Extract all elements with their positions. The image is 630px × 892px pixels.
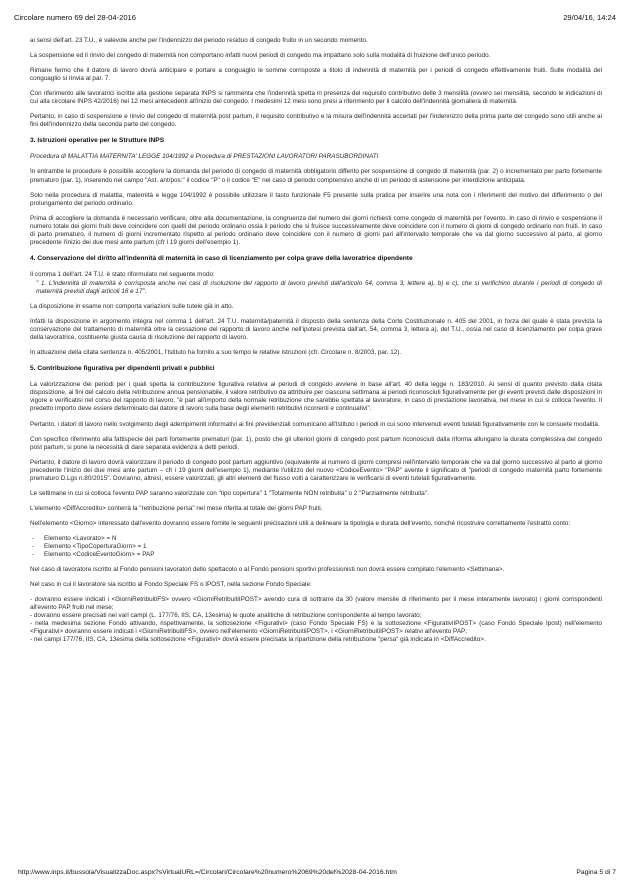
paragraph: La valorizzazione dei periodi per i quali spetta la contribuzione figurativa relativa ai periodi di congedo avviene in base all'art. 40 della legge n. 183/2010. Ai sensi di quanto previsto dalla citata disposizione, ai fini del calcolo della retribuzione annua pensionabile, il valore retributivo da attribuire per ciascuna settimana ai periodi riconosciuti figurativamente per gli eventi previsti dalle disposizioni in vigore e verificatisi nel corso del rapporto di lavoro, "è pari all'importo della normale retribuzione che sarebbe spettata al lavoratore, in caso di prestazione lavorativa, nel mese in cui si colloca l'evento. Il predetto importo deve essere determinato dal datore di lavoro sulla base degli elementi retributivi ricorrenti e continuativi". — [30, 381, 602, 413]
page-number: Pagina 5 di 7 — [576, 869, 616, 876]
paragraph: Nel caso in cui il lavoratore sia iscritto al Fondo Speciale FS o IPOST, nella sezione Fondo Speciale: — [30, 581, 312, 589]
paragraph: Pertanto, in caso di sospensione e rinvio del congedo di maternità post partum, il requisito contributivo e la misura dell'indennità accertati per l'indennizzo della prima parte del congedo sono utili anche ai fini dell'indennizzo della seconda parte del congedo. — [30, 113, 602, 129]
paragraph: Il comma 1 dell'art. 24 T.U. è stato riformulato nel seguente modo: — [30, 270, 215, 278]
section-heading-5: 5. Contribuzione figurativa per dipendenti privati e pubblici — [30, 365, 215, 373]
list-item: - dovranno essere precisati nei vari campi (L. 177/76, IIS, CA, 13esima) le quote analitiche di retribuzione corrispondente al tempo lavorato; — [30, 612, 422, 620]
paragraph: Le settimane in cui si colloca l'evento PAP saranno valorizzate con "tipo copertura" 1 "Totalmente NON retribuita" o 2 "Parzialmente retribuita". — [30, 489, 429, 497]
fondo-speciale-list — [30, 596, 602, 644]
print-header — [14, 13, 616, 22]
element-list — [30, 535, 602, 559]
document-body — [30, 37, 602, 651]
section-heading-3: 3. Istruzioni operative per le Strutture INPS — [30, 137, 165, 145]
paragraph: Prima di accogliere la domanda è necessario verificare, oltre alla documentazione, la congruenza del numero dei giorni richiesti come congedo di maternità per l'evento. In caso di rinvio e sospensione il numero totale dei giorni fruiti deve coincidere con quelli del periodo ordinario ossia il periodo che si fruisce successivamente deve coincidere con il numero di giorni di congedo ordinario non fruiti. In caso di parto prematuro, il numero di giorni incrementato rispetto al periodo ordinario deve coincidere con il numero di giorni pari all'intervallo temporale che va dal giorno successivo al parto, al giorno precedente l'inizio dei due mesi ante partum (cfr l 19 giorni dell'esempio 1). — [30, 214, 602, 246]
list-item: - nei campi 177/76, IIS, CA, 13esima della sottosezione <Figurativi> dovrà essere precisata la ripartizione della retribuzione "persa" già indicata in <DiffAccredito>. — [30, 636, 486, 644]
paragraph: Con specifico riferimento alla fattispecie dei parti fortemente prematuri (par. 1), posto che gli ulteriori giorni di congedo post partum riconosciuti dalla riforma allungano la durata complessiva del congedo post partum, si pone la necessità di dare separata evidenza a detti periodi. — [30, 435, 602, 451]
paragraph: Rimane fermo che il datore di lavoro dovrà anticipare e portare a conguaglio le somme corrisposte a titolo di indennità di maternità per i periodi di congedo effettivamente fruiti. Sulle modalità del conguaglio si rinvia al par. 7. — [30, 67, 602, 83]
paragraph: In entrambe le procedure è possibile accogliere la domanda del periodo di congedo di maternità obbligatorio differito per sospensione di congedo di maternità (par. 2) o incrementato per parto fortemente prematuro (par. 1), inserendo nel campo "Ast. ant/pos:" il codice "P" o il codice "E" nel caso di periodo comprensivo anche di un periodo di astensione per interdizione anticipata. — [30, 168, 602, 184]
paragraph: ai sensi dell'art. 23 T.U., è valevole anche per l'indennizzo del periodo residuo di congedo fruito in un secondo momento. — [30, 37, 368, 44]
paragraph: Con riferimento alle lavoratrici iscritte alla gestione separata INPS si rammenta che l'indennità spetta in presenza del requisito contributivo delle 3 mensilità (ovvero sei mensilità, secondo le indicazioni di cui alla circolare INPS 42/2016) nei 12 mesi antecedenti all'inizio del congedo. I medesimi 12 mesi sono presi a riferimento per il calcolo dell'indennità giornaliera di maternità. — [30, 90, 602, 106]
section-heading-4: 4. Conservazione del diritto all'indennità di maternità in caso di licenziamento per colpa grave della lavoratrice dipendente — [30, 254, 413, 262]
list-item: - dovranno essere indicati i <GiorniRetribuitiFS> ovvero <GiorniRetribuitiIPOST> avendo cura di sottrarre da 30 (valore mensile di riferimento per il mese interamente lavorato) i giorni corrispondenti all'evento PAP fruiti nel mese; — [30, 596, 602, 612]
paragraph: La sospensione ed il rinvio del congedo di maternità non comportano infatti nuovi periodi di congedo ma impattano solo sulla modalità di fruizione dell'unico periodo. — [30, 52, 491, 60]
quote-paragraph: " 1. L'indennità di maternità è corrisposta anche nei casi di risoluzione del rapporto di lavoro previsti dall'articolo 54, comma 3, lettere a), b) e c), che si verifichino durante i periodi di congedo di maternità previsti dagli articoli 16 e 17". — [36, 279, 602, 295]
paragraph: In attuazione della citata sentenza n. 405/2001, l'Istituto ha fornito a suo tempo le relative istruzioni (cfr. Circolare n. 8/2003, par. 12). — [30, 349, 402, 357]
page-url: http://www.inps.it/bussola/VisualizzaDoc.aspx?sVirtualURL=/Circolari/Circolare%20numero%2069%20del%2028-04-2016.htm — [18, 869, 397, 876]
paragraph: Nel caso di lavoratore iscritto al Fondo pensioni lavoratori dello spettacolo o al Fondo pensioni sportivi professionisti non dovrà essere compilato l'elemento <Settimana>. — [30, 566, 505, 574]
paragraph: L'elemento <DiffAccredito> conterrà la "retribuzione persa" nel mese riferita al totale dei giorni PAP fruiti. — [30, 504, 323, 512]
paragraph: La disposizione in esame non comporta variazioni sulle tutele già in atto. — [30, 303, 234, 311]
paragraph: Pertanto, i datori di lavoro nello svolgimento degli adempimenti informativi ai fini previdenziali comunicano all'Istituto i periodi in cui sono intervenuti eventi tutelati figurativamente con le consuete modalità. — [30, 420, 600, 428]
paragraph: Infatti la disposizione in argomento integra nel comma 1 dell'art. 24 T.U. maternità/paternità il disposto della sentenza della Corte Costituzionale n. 405 del 2001, in forza del quale è stata prevista la conservazione del trattamento di maternità oltre la cessazione del rapporto di lavoro anche nell'ipotesi prevista dall'art. 54, comma 3, lettera a), del T.U., ossia nel caso di licenziamento per colpa grave della lavoratrice, costituente giusta causa di risoluzione del rapporto di lavoro. — [30, 318, 602, 342]
list-item: - nella medesima sezione Fondo attivando, rispettivamente, la sottosezione <Figurativi> (caso Fondo Speciale FS) e la sottosezione <FigurativiIPOST> (caso Fondo Speciale Ipost) nell'elemento <Figurativi> dovranno essere indicati i <GiorniRetribuitiFS>, ovvero nell'elemento <GiorniRetribuitiIPOST>, i <GiorniRetribuitiIPOST> relativi all'evento PAP; — [30, 620, 602, 636]
list-item: - Elemento <CodiceEventoGiorn> = PAP — [30, 551, 602, 559]
paragraph: Nell'elemento <Giorno> interessato dall'evento dovranno essere fornite le seguenti precisazioni utili a delineare la tipologia e durata dell'evento, nonché ricostruire correttamente l'estratto conto: — [30, 519, 571, 527]
paragraph: Pertanto, il datore di lavoro dovrà valorizzare il periodo di congedo post partum aggiuntivo (equivalente al numero di giorni compresi nell'intervallo temporale che va dal giorno successivo al parto al giorno precedente l'inizio dei due mesi ante partum – cfr i 19 giorni dell'esempio 1), mediante l'utilizzo del nuovo <CodiceEvento> "PAP" avente il significato di "periodi di congedo maternità parto fortemente prematuro D.Lgs n.80/2015". Dovranno, altresì, essere valorizzati, gli altri elementi del flusso volti a caratterizzare le verificarsi di eventi tutelati figurativamente. — [30, 458, 602, 482]
print-footer — [18, 869, 616, 876]
print-datetime: 29/04/16, 14:24 — [563, 13, 616, 22]
paragraph: Solo nella procedura di malattia, maternità e legge 104/1992 è possibile utilizzare il tasto funzionale F5 presente sulla pratica per inserire una nota con i riferimenti del motivo del differimento o del prolungamento del periodo ordinario. — [30, 191, 602, 207]
section-subheading: Procedura di MALATTIA MATERNITA' LEGGE 104/1992 e Procedura di PRESTAZIONI LAVORATORI PARASUBORDINATI — [30, 153, 379, 161]
list-item: - Elemento <Lavorato> = N — [30, 535, 602, 543]
list-item: - Elemento <TipoCoperturaGiorn> = 1 — [30, 543, 602, 551]
document-title: Circolare numero 69 del 28-04-2016 — [14, 13, 136, 22]
